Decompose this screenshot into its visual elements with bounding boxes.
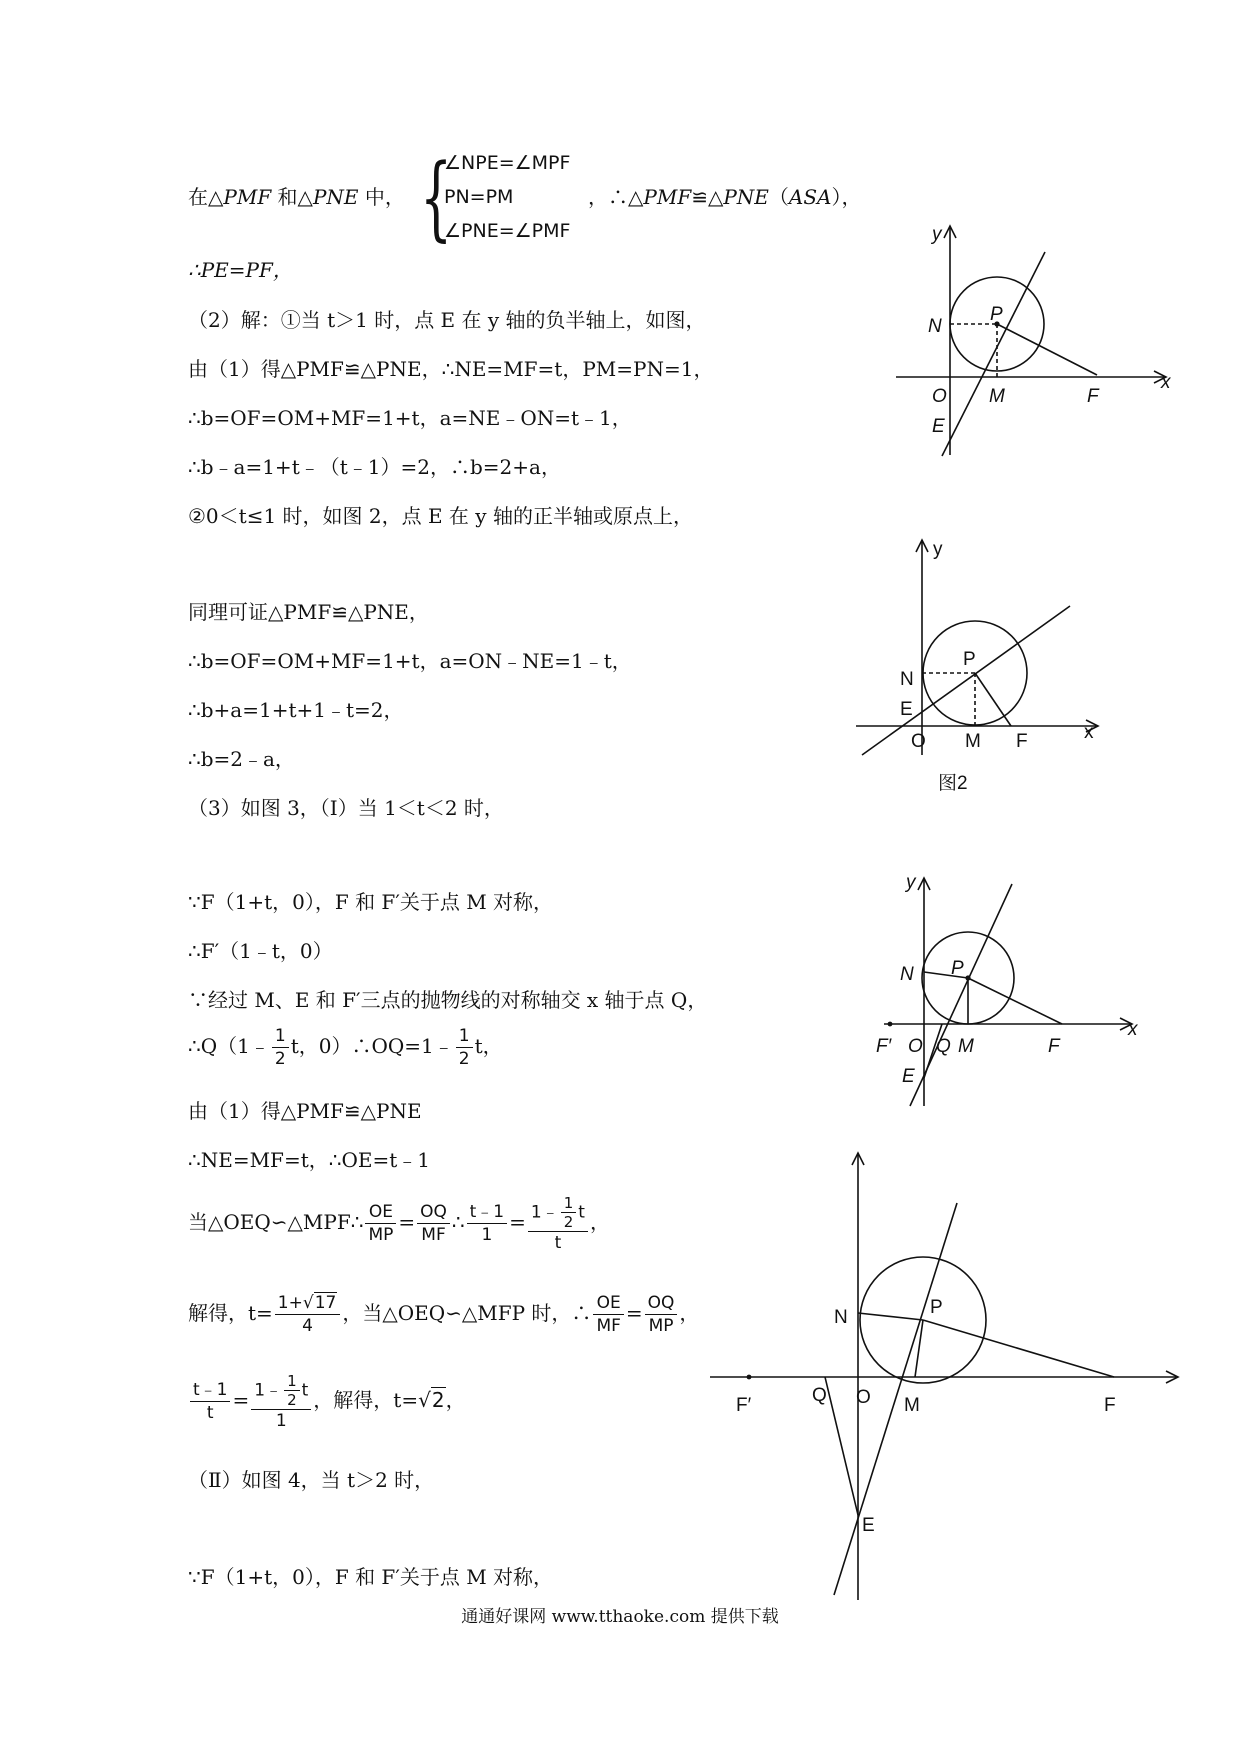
text: = bbox=[625, 1301, 643, 1325]
numerator: OE bbox=[593, 1292, 623, 1315]
label-x: x bbox=[1161, 372, 1171, 393]
line-6: ∴b﹣a=1+t﹣（t﹣1）=2，∴b=2+a， bbox=[188, 455, 561, 479]
system-row-3: ∠PNE=∠PMF bbox=[444, 220, 571, 242]
text: 和△ bbox=[271, 185, 313, 209]
point-p bbox=[965, 975, 970, 980]
segment-pf bbox=[975, 673, 1011, 726]
label-o: O bbox=[911, 731, 926, 752]
numerator: 1 bbox=[561, 1194, 577, 1213]
numerator: OQ bbox=[417, 1201, 450, 1224]
line-7: ②0＜t≤1 时，如图 2，点 E 在 y 轴的正半轴或原点上， bbox=[188, 504, 693, 528]
line-through-pe bbox=[942, 252, 1045, 456]
text: （ bbox=[768, 185, 789, 209]
label-p: P bbox=[990, 304, 1003, 325]
label-e: E bbox=[902, 1066, 915, 1087]
line-17: 由（1）得△PMF≌△PNE bbox=[188, 1099, 422, 1123]
figure-3 bbox=[860, 870, 1150, 1120]
radicand: 2 bbox=[431, 1388, 445, 1412]
denominator: MP bbox=[368, 1225, 394, 1245]
label-f: F bbox=[1016, 731, 1028, 752]
sqrt: √17 bbox=[302, 1293, 337, 1313]
numerator: OE bbox=[365, 1201, 396, 1224]
label-e: E bbox=[862, 1515, 875, 1536]
line-10: ∴b+a=1+t+1﹣t=2， bbox=[188, 698, 404, 722]
numerator: 1 bbox=[284, 1372, 300, 1391]
numerator bbox=[528, 1194, 588, 1232]
label-n: N bbox=[834, 1307, 848, 1328]
fraction bbox=[251, 1372, 311, 1432]
label-y: y bbox=[932, 224, 942, 245]
text: ，∴△ bbox=[588, 185, 644, 209]
fraction bbox=[284, 1372, 300, 1409]
label-e: E bbox=[932, 416, 945, 437]
text: 1﹣ bbox=[530, 1202, 559, 1222]
text: 在△ bbox=[188, 185, 224, 209]
text: ∴ bbox=[451, 1210, 465, 1234]
line-9: ∴b=OF=OM+MF=1+t，a=ON﹣NE=1﹣t， bbox=[188, 649, 632, 673]
segment-pf bbox=[968, 978, 1062, 1024]
label-e: E bbox=[900, 699, 913, 720]
segment-np bbox=[858, 1313, 923, 1320]
label-f: F bbox=[1048, 1036, 1060, 1057]
text: ， bbox=[679, 1301, 700, 1325]
text: 中， bbox=[358, 185, 405, 209]
label-f: F bbox=[1087, 386, 1099, 407]
equation-system bbox=[420, 144, 580, 251]
label-o: O bbox=[856, 1387, 871, 1408]
numerator: 1 bbox=[456, 1025, 473, 1048]
text: 1﹣ bbox=[254, 1380, 283, 1400]
text: 当△OEQ∽△MPF∴ bbox=[188, 1210, 364, 1234]
denominator: t bbox=[206, 1403, 214, 1423]
brace: { bbox=[420, 144, 453, 251]
line-16 bbox=[188, 1024, 503, 1070]
label-y: y bbox=[906, 872, 916, 893]
text: ，当△OEQ∽△MFP 时，∴ bbox=[342, 1301, 592, 1325]
fraction bbox=[275, 1292, 341, 1337]
denominator: 2 bbox=[458, 1049, 470, 1069]
denominator: 4 bbox=[302, 1316, 313, 1336]
denominator: MF bbox=[596, 1316, 621, 1336]
label-q: Q bbox=[812, 1385, 827, 1406]
fraction bbox=[593, 1292, 623, 1337]
text: ∴Q（1﹣ bbox=[188, 1034, 270, 1058]
denominator: t bbox=[554, 1232, 562, 1253]
line-through-pe bbox=[834, 1203, 957, 1595]
label-y: y bbox=[933, 539, 943, 560]
segment-pf bbox=[923, 1320, 1114, 1377]
text: ）， bbox=[831, 185, 862, 209]
denominator: 2 bbox=[287, 1390, 297, 1409]
label-q: Q bbox=[936, 1036, 951, 1057]
text: t， bbox=[474, 1034, 503, 1058]
denominator: MF bbox=[421, 1225, 446, 1245]
line-congruence-result bbox=[588, 183, 862, 211]
line-5: ∴b=OF=OM+MF=1+t，a=NE﹣ON=t﹣1， bbox=[188, 406, 632, 430]
figure-2 bbox=[848, 530, 1128, 805]
line-8: 同理可证△PMF≌△PNE， bbox=[188, 600, 429, 624]
fraction bbox=[456, 1025, 473, 1070]
denominator: 2 bbox=[563, 1212, 574, 1231]
text: 1+ bbox=[277, 1293, 303, 1313]
label-x: x bbox=[1084, 722, 1094, 743]
text: = bbox=[232, 1388, 250, 1412]
denominator: 2 bbox=[274, 1049, 286, 1069]
label-p: P bbox=[930, 1297, 943, 1318]
segment-pm bbox=[915, 1320, 923, 1377]
line-18: ∴NE=MF=t，∴OE=t﹣1 bbox=[188, 1148, 430, 1172]
text: PMF bbox=[223, 185, 272, 209]
system-row-1: ∠NPE=∠MPF bbox=[444, 152, 571, 174]
label-p: P bbox=[963, 649, 976, 670]
segment-pf bbox=[997, 324, 1097, 375]
line-15: ∵经过 M、E 和 F′三点的抛物线的对称轴交 x 轴于点 Q， bbox=[188, 988, 708, 1012]
label-n: N bbox=[928, 316, 942, 337]
label-m: M bbox=[989, 386, 1005, 407]
line-22: （Ⅱ）如图 4，当 t＞2 时， bbox=[188, 1468, 435, 1492]
text: ，解得，t= bbox=[313, 1388, 419, 1412]
text: = bbox=[509, 1210, 526, 1234]
line-21 bbox=[188, 1370, 466, 1432]
fraction bbox=[467, 1201, 507, 1246]
line-19 bbox=[188, 1192, 610, 1254]
label-m: M bbox=[965, 731, 981, 752]
line-11: ∴b=2﹣a， bbox=[188, 747, 295, 771]
numerator: t﹣1 bbox=[190, 1379, 230, 1402]
line-12: （3）如图 3，（Ⅰ）当 1＜t＜2 时， bbox=[188, 796, 504, 820]
fraction bbox=[417, 1201, 450, 1246]
text: t bbox=[578, 1202, 585, 1222]
fraction bbox=[561, 1194, 577, 1231]
label-fp: F′ bbox=[876, 1036, 892, 1057]
line-4: 由（1）得△PMF≌△PNE，∴NE=MF=t，PM=PN=1， bbox=[188, 357, 714, 381]
label-x: x bbox=[1128, 1019, 1138, 1040]
point-f-prime bbox=[747, 1375, 752, 1380]
numerator bbox=[275, 1292, 341, 1315]
text: PNE bbox=[723, 185, 769, 209]
numerator: 1 bbox=[272, 1025, 289, 1048]
text: t bbox=[301, 1380, 309, 1400]
footer-credit: 通通好课网 www.tthaoke.com 提供下载 bbox=[461, 1607, 779, 1627]
system-row-2: PN=PM bbox=[444, 186, 514, 208]
figure-4 bbox=[700, 1145, 1190, 1605]
text: PNE bbox=[312, 185, 359, 209]
radicand: 17 bbox=[314, 1293, 337, 1313]
denominator: MP bbox=[648, 1316, 674, 1336]
line-2: ∴PE=PF， bbox=[188, 258, 293, 282]
figure-1 bbox=[880, 220, 1180, 470]
label-o: O bbox=[932, 386, 947, 407]
fraction bbox=[190, 1379, 230, 1424]
text: PMF bbox=[643, 185, 692, 209]
numerator: t﹣1 bbox=[467, 1201, 507, 1224]
text: ASA bbox=[788, 185, 832, 209]
text: 解得，t= bbox=[188, 1301, 273, 1325]
label-n: N bbox=[900, 964, 914, 985]
fraction bbox=[365, 1201, 396, 1246]
line-23: ∵F（1+t，0），F 和 F′关于点 M 对称， bbox=[188, 1565, 554, 1589]
denominator: 1 bbox=[481, 1225, 493, 1245]
numerator bbox=[251, 1372, 311, 1410]
line-20 bbox=[188, 1288, 699, 1338]
label-o: O bbox=[908, 1036, 923, 1057]
fraction bbox=[272, 1025, 289, 1070]
text: = bbox=[398, 1210, 416, 1234]
text: t，0）∴OQ=1﹣ bbox=[290, 1034, 454, 1058]
label-n: N bbox=[900, 669, 914, 690]
text: ≌△ bbox=[691, 185, 724, 209]
denominator: 1 bbox=[275, 1410, 287, 1431]
label-p: P bbox=[951, 958, 964, 979]
fraction bbox=[528, 1194, 588, 1254]
line-3: （2）解：①当 t＞1 时，点 E 在 y 轴的负半轴上，如图， bbox=[188, 308, 706, 332]
segment-qe bbox=[825, 1377, 858, 1515]
caption: 图2 bbox=[938, 773, 968, 794]
label-m: M bbox=[958, 1036, 974, 1057]
numerator: OQ bbox=[645, 1292, 678, 1315]
line-13: ∵F（1+t，0），F 和 F′关于点 M 对称， bbox=[188, 890, 554, 914]
label-fp: F′ bbox=[736, 1395, 752, 1416]
text: ， bbox=[445, 1388, 466, 1412]
line-14: ∴F′（1﹣t，0） bbox=[188, 939, 333, 963]
fraction bbox=[645, 1292, 678, 1337]
text: ， bbox=[589, 1210, 610, 1234]
sqrt: √2 bbox=[418, 1388, 445, 1412]
label-m: M bbox=[904, 1395, 920, 1416]
label-f: F bbox=[1104, 1395, 1116, 1416]
line-congruence-setup bbox=[188, 183, 405, 211]
point-f-prime bbox=[888, 1022, 893, 1027]
